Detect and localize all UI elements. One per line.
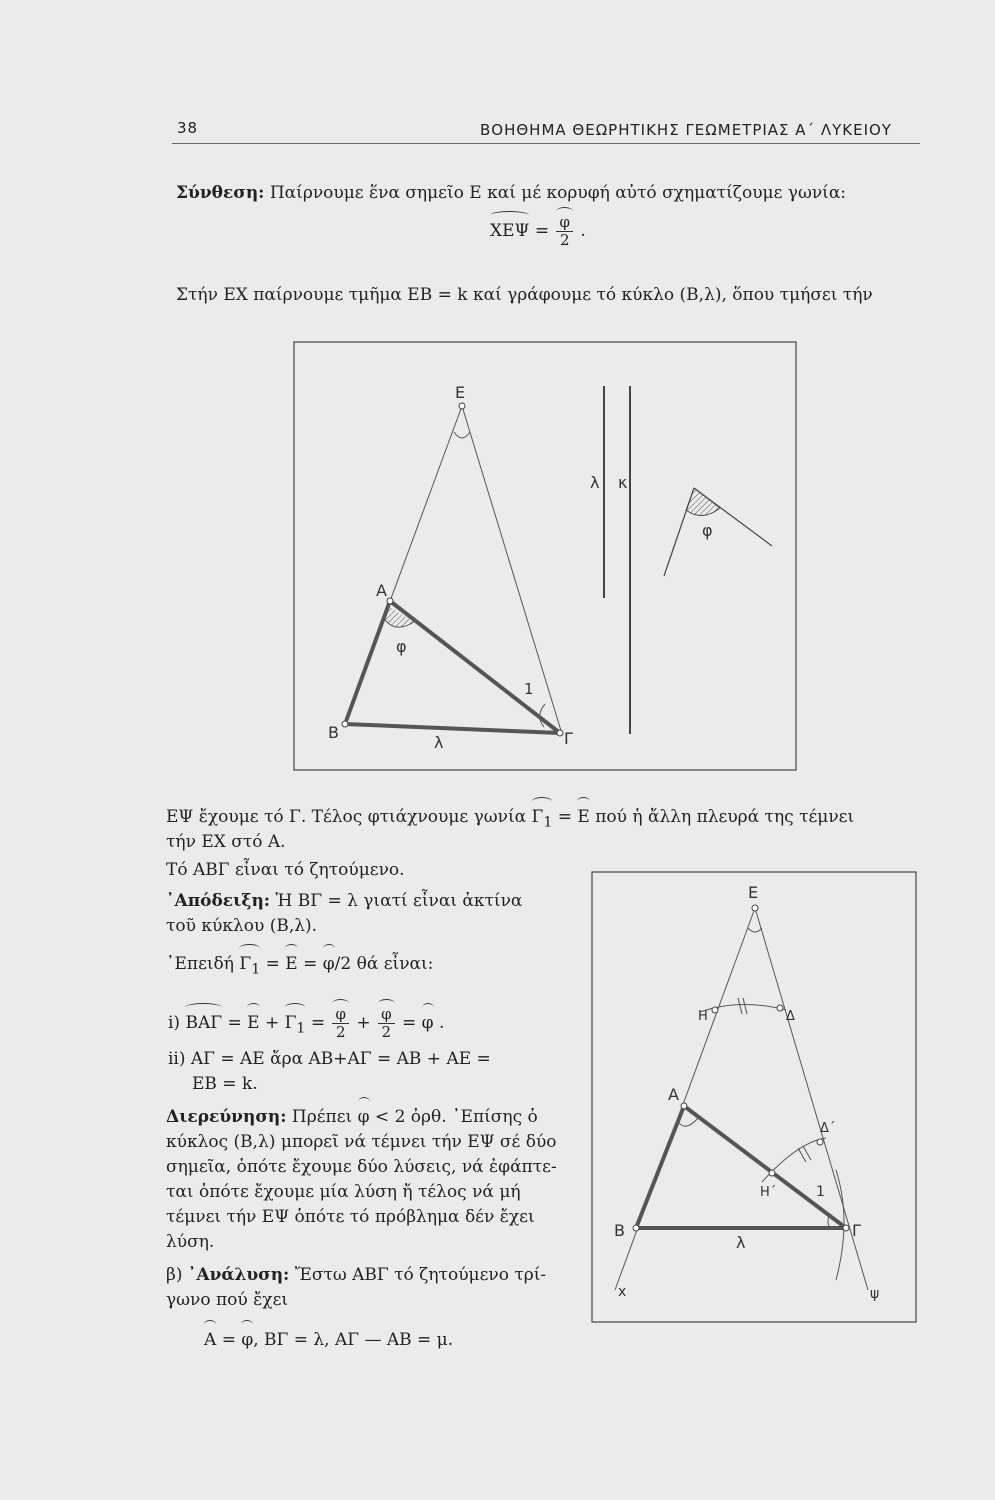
angle-hatch-phi	[686, 488, 720, 516]
side-AG	[390, 601, 560, 733]
fraction-phi-2	[556, 214, 573, 249]
eq-i-eq2: =	[310, 1013, 326, 1033]
disc-line6: λύση.	[166, 1232, 215, 1252]
point-A	[387, 598, 393, 604]
angle-xepsi: ΧΕΨ	[490, 218, 529, 244]
disc-text-a: Πρέπει	[291, 1107, 353, 1127]
beta-label: β)	[166, 1265, 183, 1285]
disc-label: Διερεύνηση:	[166, 1107, 287, 1127]
proof-label: ᾿Απόδειξη:	[166, 891, 271, 911]
given-text: , ΒΓ = λ, ΑΓ — ΑΒ = μ.	[253, 1330, 454, 1350]
eq-i-g-letter: Γ	[284, 1013, 297, 1033]
since-line	[166, 951, 433, 982]
eq-i-label: i)	[168, 1013, 181, 1033]
label-kappa: κ	[618, 473, 628, 492]
label-x: x	[618, 1284, 627, 1300]
since-g-sub: 1	[251, 961, 261, 978]
running-title: ΒΟΗΘΗΜΑ ΘΕΩΡΗΤΙΚΗΣ ΓΕΩΜΕΤΡΙΑΣ Α΄ ΛΥΚΕΙΟΥ	[480, 121, 892, 139]
eq-i-frac1-num: φ	[332, 1006, 349, 1024]
given-angle-a: Α	[204, 1327, 216, 1353]
eq-i-g-sub: 1	[296, 1020, 306, 1037]
side-AB-2	[636, 1106, 684, 1228]
eq-i-eq3: =	[401, 1013, 417, 1033]
point-Hp	[769, 1170, 775, 1176]
synthesis-text: Παίρνουμε ἕνα σημεῖο Ε καί μέ κορυφή αὐτό σχηματίζουμε γωνία:	[269, 183, 847, 203]
proof-line2: τοῦ κύκλου (Β,λ).	[166, 916, 318, 936]
line-EPsi	[462, 406, 562, 734]
analysis-line1	[166, 1262, 546, 1288]
header-rule	[172, 143, 920, 144]
fraction-num: φ	[556, 214, 573, 232]
eq-i-plus2: +	[356, 1013, 371, 1033]
figure-construction-1	[290, 336, 810, 776]
tick-1	[738, 998, 742, 1014]
disc-line4: ται ὁπότε ἔχουμε μία λύση ἤ τέλος νά μή	[166, 1182, 521, 1202]
eq-i-end: .	[438, 1013, 445, 1033]
label-psi: ψ	[870, 1286, 880, 1302]
label-E2: Ε	[748, 883, 759, 902]
given-line	[204, 1327, 453, 1353]
side-AB	[345, 601, 390, 724]
tick-2	[743, 998, 747, 1014]
label-G2: Γ	[852, 1221, 861, 1240]
label-A: Α	[376, 581, 387, 600]
label-phi-given: φ	[702, 521, 713, 540]
since-g-letter: Γ	[239, 954, 252, 974]
since-angle-phi: φ	[323, 951, 335, 977]
analysis-label: ᾿Ανάλυση:	[187, 1265, 290, 1285]
given-eq: =	[221, 1330, 242, 1350]
eq-i-frac2-num: φ	[378, 1006, 395, 1024]
fraction-den: 2	[559, 231, 570, 249]
synthesis-line1	[176, 180, 846, 206]
page-number: 38	[177, 119, 199, 137]
synthesis-equation	[490, 214, 586, 249]
label-lambda2: λ	[736, 1233, 746, 1252]
eq-i-frac1-den: 2	[335, 1023, 346, 1041]
label-D: Δ	[786, 1009, 795, 1024]
label-H: Η	[698, 1009, 708, 1024]
label-lambda: λ	[590, 473, 600, 492]
point-G	[557, 730, 563, 736]
eq-i-angle-e: Ε	[247, 1010, 259, 1036]
eq-i-line	[168, 1006, 444, 1041]
text-line-p3: Τό ΑΒΓ εἶναι τό ζητούμενο.	[166, 860, 405, 880]
figure-construction-2	[590, 870, 920, 1326]
eq-ii-line2: ΕΒ = k.	[192, 1074, 258, 1094]
point-A2	[681, 1103, 687, 1109]
angle-g1-letter: Γ	[531, 807, 544, 827]
eq-i-plus1: +	[264, 1013, 280, 1033]
point-E	[459, 403, 465, 409]
point-Dp	[817, 1139, 823, 1145]
analysis-line2: γωνο πού ἔχει	[166, 1290, 289, 1310]
disc-line1	[166, 1104, 538, 1130]
label-Hp: Η΄	[760, 1185, 777, 1200]
label-Dp: Δ΄	[820, 1121, 836, 1136]
p1-text-b: πού ἡ ἄλλη πλευρά της τέμνει	[595, 807, 855, 827]
label-A2: Α	[668, 1085, 679, 1104]
disc-line2: κύκλος (Β,λ) μπορεῖ νά τέμνει τήν ΕΨ σέ δύο	[166, 1132, 557, 1152]
eq-ii-line1: ii) ΑΓ = ΑΕ ἄρα ΑΒ+ΑΓ = ΑΒ + ΑΕ =	[168, 1049, 491, 1069]
since-eq2: =	[303, 954, 318, 974]
angle-arc-E	[454, 432, 470, 438]
since-text-b: /2 θά εἶναι:	[334, 954, 434, 974]
point-H	[712, 1007, 718, 1013]
disc-text-b: < 2 ὀρθ. ᾿Επίσης ὁ	[374, 1107, 538, 1127]
ray-EX	[615, 908, 755, 1290]
angle-g1-sub: 1	[543, 814, 553, 831]
disc-line5: τέμνει τήν ΕΨ ὁπότε τό πρόβλημα δέν ἔχει	[166, 1207, 535, 1227]
label-one: 1	[524, 680, 534, 698]
synthesis-line2: Στήν ΕΧ παίρνουμε τμῆμα ΕΒ = k καί γράφουμε τό κύκλο (Β,λ), ὅπου τμήσει τήν	[176, 285, 873, 305]
label-B: Β	[328, 723, 339, 742]
label-B2: Β	[614, 1221, 625, 1240]
label-E: Ε	[455, 383, 466, 402]
eq-i-frac1	[332, 1006, 349, 1041]
eq-i-angle-g1	[285, 1010, 306, 1041]
since-text-a: ᾿Επειδή	[166, 954, 234, 974]
proof-line1	[166, 888, 522, 914]
point-G2	[843, 1225, 849, 1231]
point-B	[342, 721, 348, 727]
label-G: Γ	[564, 729, 573, 748]
label-one2: 1	[816, 1184, 825, 1200]
eq-end: .	[580, 221, 586, 241]
angle-e: Ε	[577, 804, 589, 830]
figure2-frame	[592, 872, 916, 1322]
label-phi-A: φ	[396, 637, 407, 656]
eq-i-frac2	[378, 1006, 395, 1041]
eq-i-angle-bag: ΒΑΓ	[185, 1010, 222, 1036]
angle-g1	[532, 804, 553, 835]
analysis-text-a: Ἔστω ΑΒΓ τό ζητούμενο τρί-	[294, 1265, 547, 1285]
disc-angle-phi: φ	[358, 1104, 370, 1130]
since-angle-e: Ε	[285, 951, 297, 977]
figure1-frame	[294, 342, 796, 770]
angle-arc-A2	[678, 1118, 698, 1126]
disc-line3: σημεῖα, ὁπότε ἔχουμε δύο λύσεις, νά ἐφάπτε-	[166, 1157, 557, 1177]
point-D	[777, 1005, 783, 1011]
side-BG	[345, 724, 560, 733]
eq-sign: =	[534, 221, 550, 241]
since-eq1: =	[265, 954, 280, 974]
p1-text-a: ΕΨ ἔχουμε τό Γ. Τέλος φτιάχνουμε γωνία	[166, 807, 527, 827]
point-B2	[633, 1225, 639, 1231]
given-angle-phi: φ	[241, 1327, 253, 1353]
eq-i-frac2-den: 2	[381, 1023, 392, 1041]
since-angle-g1	[239, 951, 260, 982]
eq-i-eq1: =	[227, 1013, 242, 1033]
text-line-p2: τήν ΕΧ στό Α.	[166, 832, 286, 852]
eq-i-angle-phi: φ	[422, 1010, 434, 1036]
proof-text-a: Ἡ ΒΓ = λ γιατί εἶναι ἀκτίνα	[275, 891, 523, 911]
label-lambda-BG: λ	[434, 733, 444, 752]
angle-arc-E2	[748, 928, 762, 932]
point-E2	[752, 905, 758, 911]
p1-eq: =	[557, 807, 572, 827]
synthesis-label: Σύνθεση:	[176, 183, 265, 203]
